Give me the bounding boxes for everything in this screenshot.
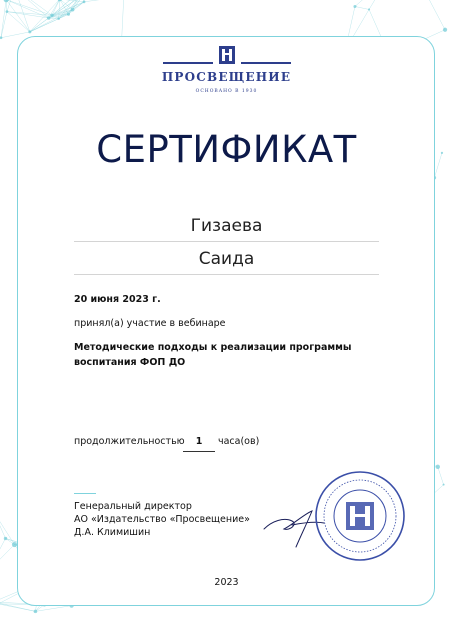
publisher-name: ПРОСВЕЩЕНИЕ (161, 70, 292, 84)
network-line (0, 513, 5, 539)
recipient-surname: Гизаева (190, 216, 263, 236)
network-node (50, 14, 53, 17)
participation-text: принял(а) участие в вебинаре (74, 318, 226, 329)
network-line (6, 0, 49, 18)
network-node (6, 10, 9, 13)
duration-unit: часа(ов) (218, 436, 260, 447)
network-node (83, 0, 86, 3)
network-node (34, 610, 38, 614)
network-line (422, 0, 445, 30)
surname-underline (74, 241, 379, 242)
signatory-position: Генеральный директор (74, 501, 192, 512)
network-line (15, 0, 52, 15)
signatory-rule (74, 493, 96, 494)
issue-year: 2023 (214, 577, 239, 588)
network-line (355, 0, 390, 6)
network-node (71, 8, 75, 12)
network-line (84, 0, 124, 2)
network-node (47, 16, 51, 20)
official-stamp-icon (314, 470, 406, 562)
network-node (28, 30, 31, 33)
signatory-name: Д.А. Климишин (74, 527, 151, 538)
logo-rule-left (163, 62, 213, 64)
event-date: 20 июня 2023 г. (74, 294, 161, 305)
network-line (60, 0, 84, 2)
network-line (15, 0, 30, 32)
network-node (4, 537, 7, 540)
network-line (355, 6, 369, 9)
recipient-given-name: Саида (198, 249, 255, 269)
network-node (443, 484, 445, 486)
network-line (35, 606, 71, 612)
given-name-underline (74, 274, 379, 275)
network-node (57, 17, 60, 20)
publisher-emblem-icon (219, 46, 235, 64)
signatory-organization: АО «Издательство «Просвещение» (74, 514, 250, 525)
webinar-title: Методические подходы к реализации программы воспитания ФОП ДО (74, 342, 352, 368)
network-node (436, 465, 440, 469)
network-line (30, 18, 49, 32)
certificate-title: СЕРТИФИКАТ (96, 128, 357, 171)
duration-underline (183, 451, 215, 452)
duration-value: 1 (195, 436, 203, 447)
network-node (67, 13, 70, 16)
network-line (6, 0, 52, 15)
network-line (1, 32, 30, 38)
signatory-block (74, 500, 250, 539)
publisher-founded: ОСНОВАНО В 1930 (195, 89, 258, 94)
network-node (0, 36, 2, 39)
network-node (443, 28, 447, 32)
duration-label: продолжительностью (74, 436, 185, 447)
network-node (353, 5, 356, 8)
publisher-logo (0, 44, 453, 104)
network-line (0, 545, 14, 572)
network-line (369, 0, 389, 9)
network-line (438, 467, 444, 485)
network-node (368, 8, 370, 10)
network-line (30, 10, 73, 32)
logo-rule-right (241, 62, 291, 64)
